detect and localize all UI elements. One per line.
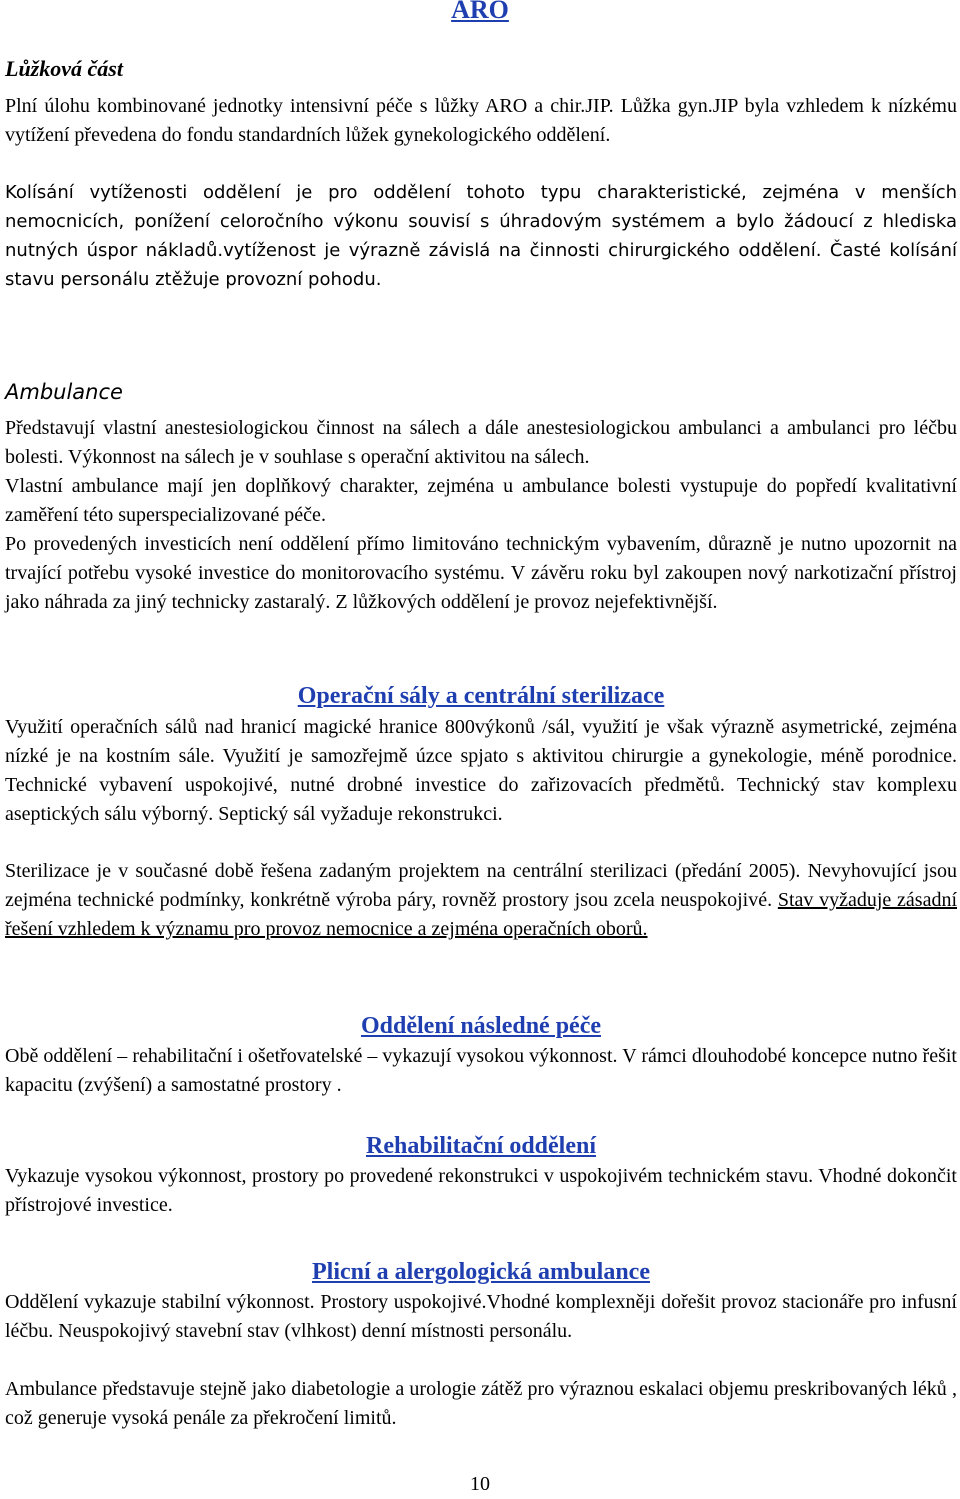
page-title: ARO bbox=[451, 0, 509, 24]
operacni-paragraph-1: Využití operačních sálů nad hranicí magické hranice 800výkonů /sál, využití je však výrazně asymetrické, zejména nízké je na kostním sále. Využití je samozřejmě úzce spjato s aktivitou chirurgie a gynekologie, méně porodnice. Technické vybavení uspokojivé, nutné drobné investice do zařizovacích předmětů. Technický stav komplexu aseptických sálu výborný. Septický sál vyžaduje rekonstrukci. bbox=[5, 716, 957, 825]
rehabilitacni-paragraph-1: Vykazuje vysokou výkonnost, prostory po provedené rekonstrukci v uspokojivém technickém stavu. Vhodné dokončit přístrojové investice. bbox=[5, 1165, 957, 1216]
section-heading-ambulance: Ambulance bbox=[5, 380, 123, 404]
section-heading-plicni: Plicní a alergologická ambulance bbox=[312, 1259, 650, 1285]
luzkova-paragraph-2: Kolísání vytíženosti oddělení je pro oddělení tohoto typu charakteristické, zejména v menších nemocnicích, ponížení celoročního výkonu souvisí s úhradovým systémem a bylo žádoucí z hlediska nutných úspor nákladů.vytíženost je výrazně závislá na činnosti chirurgického oddělení. Časté kolísání stavu personálu ztěžuje provozní pohodu. bbox=[5, 182, 957, 290]
section-heading-nasledne: Oddělení následné péče bbox=[360, 1013, 601, 1039]
operacni-paragraph-2 bbox=[5, 857, 957, 944]
ambulance-paragraph-3: Po provedených investicích není oddělení přímo limitováno technickým vybavením, důrazně je nutno upozornit na trvající potřebu vysoké investice do monitorovacího systému. V závěru roku byl zakoupen nový narkotizační přístroj jako náhrada za jiný technicky zastaralý. Z lůžkových oddělení je provoz nejefektivnější. bbox=[5, 533, 957, 613]
section-heading-operacni: Operační sály a centrální sterilizace bbox=[297, 683, 665, 709]
ambulance-paragraph-1: Představují vlastní anestesiologickou činnost na sálech a dále anestesiologickou ambulanci a ambulanci pro léčbu bolesti. Výkonnost na sálech je v souhlase s operační aktivitou na sálech. bbox=[5, 417, 957, 468]
plicni-paragraph-1: Oddělení vykazuje stabilní výkonnost. Prostory uspokojivé.Vhodné komplexněji dořešit provoz stacionáře pro infusní léčbu. Neuspokojivý stavební stav (vlhkost) denní místnosti personálu. bbox=[5, 1291, 957, 1342]
operacni-paragraph-2-text: Sterilizace je v současné době řešena zadaným projektem na centrální sterilizaci (předání 2005). Nevyhovující jsou zejména technické podmínky, konkrétně výroba páry, rovněž prostory jsou zcela neuspokojivé. bbox=[5, 860, 957, 911]
page-number: 10 bbox=[470, 1473, 490, 1495]
section-heading-rehabilitacni: Rehabilitační oddělení bbox=[365, 1133, 597, 1159]
nasledne-paragraph-1: Obě oddělení – rehabilitační i ošetřovatelské – vykazují vysokou výkonnost. V rámci dlouhodobé koncepce nutno řešit kapacitu (zvýšení) a samostatné prostory . bbox=[5, 1045, 957, 1096]
plicni-paragraph-2: Ambulance představuje stejně jako diabetologie a urologie zátěž pro výraznou eskalaci objemu preskribovaných léků , což generuje vysoká penále za překročení limitů. bbox=[5, 1378, 957, 1429]
luzkova-paragraph-1: Plní úlohu kombinované jednotky intensivní péče s lůžky ARO a chir.JIP. Lůžka gyn.JIP byla vzhledem k nízkému vytížení převedena do fondu standardních lůžek gynekologického oddělení. bbox=[5, 95, 957, 146]
section-heading-luzkova: Lůžková část bbox=[5, 56, 123, 81]
operacni-paragraph-2-underlined: Stav vyžaduje zásadní řešení vzhledem k významu pro provoz nemocnice a zejména operačních oborů. bbox=[5, 889, 957, 940]
ambulance-paragraph-2: Vlastní ambulance mají jen doplňkový charakter, zejména u ambulance bolesti vystupuje do popředí kvalitativní zaměření této superspecializované péče. bbox=[5, 475, 957, 526]
